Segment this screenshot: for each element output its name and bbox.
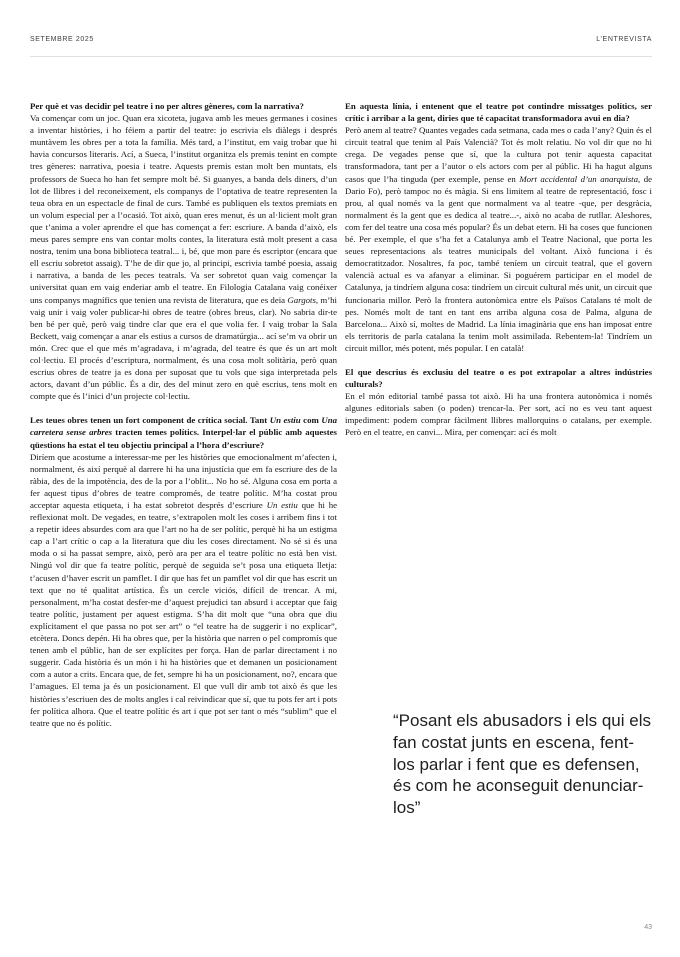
page-header — [30, 36, 652, 43]
answer-1: Va començar com un joc. Quan era xicoteta, jugava amb les meues germanes i cosines a inventar històries, i ho féiem a partir del teatre: jo escrivia els diàlegs i després muntàvem les obres per a tota la família. Més tard, a l’institut, em vaig trobar que hi havia concursos literaris. Ací, a Sueca, l’institut organitza els premis tenint en compte tres gèneres: narrativa, poesia i teatre. Aquests premis estan molt ben muntats, els professors de Sueca ho han fet sempre molt bé. Si guanyes, a banda dels diners, d’un lot de llibres i del reconeixement, els companys de l’optativa de teatre representen la teua obra en un espectacle de final de curs. També es publiquen els textos premiats en un volum especial per a l’ocasió. Tot això, quan eres menut, és un al·licient molt gran que t’anima a voler aprendre el que has començat a fer: escriure. A banda d’això, els meus pares sempre ens van contar molts contes, la literatura està molt present a casa nostra, tenim una bona biblioteca teatral... i, bé, que mon pare és escriptor (encara que ell escriu sobretot assaig). T’he de dir que jo, al principi, escrivia també poesia, assaig i narrativa, a banda de les peces teatrals. Va ser sobretot quan vaig començar la universitat quan em vaig enderiar amb el teatre. En Filologia Catalana vaig conéixer uns companys magnífics que tenien una revista de literatura, que es deia Gargots, m’hi vaig unir i vaig voler publicar-hi obres de teatre (obres breus, clar). No sabria dir-te ben bé per què, però vaig tindre clar que era el que volia fer. I vaig trobar la Sala Beckett, vaig començar a anar els estius a cursos de dramatúrgia... ací se’m va obrir un món. Crec que el que més m’agradava, i m’agrada, del teatre és que és un art molt col·lectiu. El procés d’escriptura, normalment, és una cosa molt solitària, però quan escrius obres de teatre ja es dona per suposat que tu vols que siga interpretada pels actors, davant d’un públic. És a dir, des del minut zero en què escrius, tens molt en compte que és l’inici d’un projecte col·lectiu. — [30, 113, 337, 402]
pull-quote: “Posant els abusadors i els qui els fan costat junts en escena, fent-los parlar i fent que es defensen, és com he aconseguit denunciar-los” — [393, 711, 651, 818]
question-2: Les teues obres tenen un fort component de crítica social. Tant Un estiu com Una carretera sense arbres tracten temes polítics. Interpel·lar el públic amb aquestes qüestions ha estat el teu objectiu principal a l’hora d’escriure? — [30, 415, 338, 450]
section-title: L’ENTREVISTA — [596, 36, 652, 43]
question-3: En aquesta línia, i entenent que el teatre pot contindre missatges polítics, ser crític i arribar a la gent, diries que té capacitat transformadora avui en dia? — [345, 101, 652, 124]
right-column — [345, 100, 652, 439]
left-column — [30, 100, 337, 729]
answer-4: En el món editorial també passa tot això. Hi ha una frontera autonòmica i només algunes editorials saben (o poden) trencar-la. Per sort, ací no es veu tant aquest impediment: podem comprar fàcilment llibres mallorquins o catalans, per exemple. Però en el teatre, en canvi... Mira, per començar: ací és molt — [345, 391, 652, 438]
answer-3: Però anem al teatre? Quantes vegades cada setmana, cada mes o cada l’any? Quin és el circuit teatral que tenim al País Valencià? Tot és molt relatiu. No vol dir que no hi crega. De vegades pense que sí, que la cultura pot tenir aquesta capacitat transformadora, tant per a l’autor o els actors com per al públic. Hi ha hagut alguns casos que l’ha tinguda (per exemple, pense en Mort accidental d’un anarquista, de Dario Fo), però tampoc no és màgia. Si ens limitem al teatre de representació, fosc i prou, al qual només va la gent que normalment va al teatre -que, per desgràcia, normalment és la gent que es dedica al teatre...-, això no acaba de rutllar. Aleshores, com fer del teatre una cosa més popular? És un debat etern. Hi ha coses que funcionen bé. Per exemple, el que s’ha fet a Catalunya amb el Teatre Nacional, que porta les seues representacions als teatres municipals del voltant. Això funciona i és democratitzador. Nosaltres, fa poc, també teníem un circuit teatral, que el govern valencià actual es va afanyar a eliminar. Si poguérem participar en el model de Catalunya, ja tindríem alguna cosa: tindríem un circuit cultural més unit, un circuit que funcionaria millor. Però la frontera autonòmica entre els Països Catalans té molt de pes. Només molt de tant en tant ens arriba alguna cosa de Palma, alguna de Barcelona... Això sí, moltes de Madrid. La línia imaginària que ens han imposat entre els territoris de parla catalana la tenim molt assimilada. Rebentem-la! Tindríem un circuit millor, més potent, més popular. I en català! — [345, 125, 653, 353]
issue-date: SETEMBRE 2025 — [30, 36, 94, 43]
question-1: Per què et vas decidir pel teatre i no per altres gèneres, com la narrativa? — [30, 101, 304, 111]
page-number: 43 — [644, 924, 652, 931]
answer-2: Diríem que acostume a interessar-me per les històries que emocionalment m’afecten i, normalment, és així perquè al darrere hi ha una injustícia que em fa escriure des de la ràbia, des de la impotència, des de la por a l’oblit... No ho sé. Alguna cosa em porta a fer aquest tipus d’obres de teatre compromés, de teatre polític. M’ha costat prou acceptar aquesta etiqueta, i ha estat sobretot després d’escriure Un estiu que hi he reflexionat molt. De vegades, en teatre, s’extrapolen molt les coses i arribem fins i tot a repetir idees absurdes com ara que l’art no ha de ser polític, perquè hi ha un estigma cap a l’art crític o cap a la literatura que diu les coses directament. No sé si és una moda o si ha passat sempre, això, però ara per ara el teatre polític no està ben vist. Ningú vol dir que fa teatre polític, perquè de seguida se’t posa una etiqueta lletja: t’acusen d’haver escrit un pamflet. I dir que has fet un pamflet vol dir que has escrit un text que no té qualitat artística. És un cercle viciós, difícil de trencar. A mi, personalment, m’ha costat desfer-me d’aquest prejudici tan absurd i acceptar que faig teatre polític, justament per aquest estigma. S’ha dit molt que “una obra que diu explícitament el que passa no pot ser art” o “el teatre ha de suggerir i no explicar”, etcètera. Doncs depén. Hi ha obres que, per la història que narren o pel compromís que tenen amb el públic, han de ser explícites per força. Han de parlar directament i no suggerir. Cada història és un món i hi ha històries que et demanen un posicionament com a autor a crits. Encara que, de fet, sempre hi ha un posicionament, no?, encara que l’amagues. El tema ja és un posicionament. El que vull dir amb tot això és que les històries s’escriuen des de molts angles i cal reivindicar que sí, que tu pots fer art i pots fer política alhora. Que el teatre polític és art i que pot ser tant o més “sublim” que el teatre que no és polític. — [30, 451, 338, 728]
header-rule — [30, 56, 652, 57]
question-4: El que descrius és exclusiu del teatre o es pot extrapolar a altres indústries culturals? — [345, 366, 652, 390]
